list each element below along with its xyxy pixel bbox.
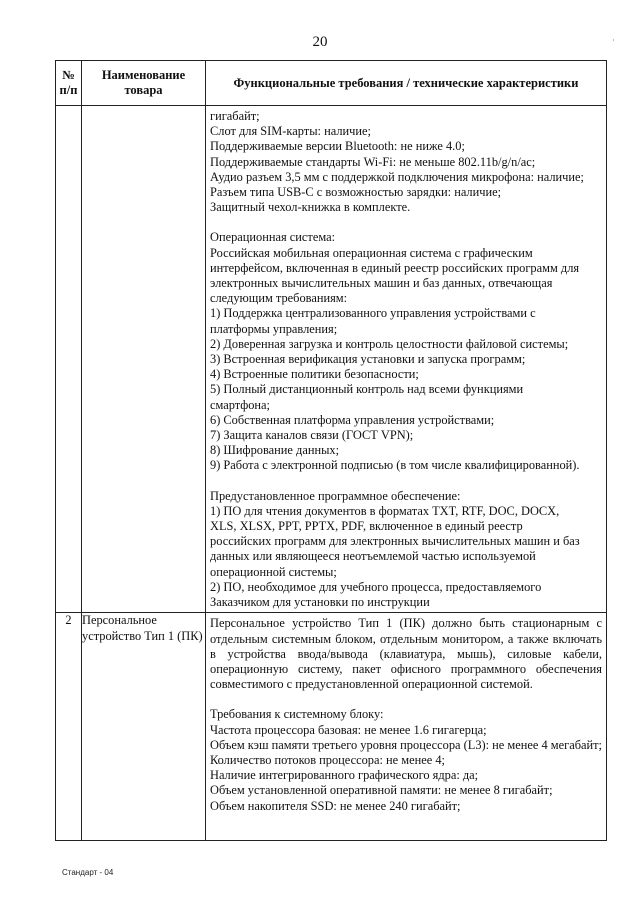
row-name xyxy=(82,106,206,613)
table-header-row xyxy=(56,61,607,106)
spec-line: гигабайт; xyxy=(210,109,260,123)
spec-line: 3) Встроенная верификация установки и запуска программ; xyxy=(210,352,526,367)
spec-line: Частота процессора базовая: не менее 1.6 гигагерца; xyxy=(210,722,487,737)
spec-line: 1) Поддержка централизованного управления устройствами с xyxy=(210,306,536,321)
spec-line: 7) Защита каналов связи (ГОСТ VPN); xyxy=(210,428,414,443)
spec-line: 2) Доверенная загрузка и контроль целостности файловой системы; xyxy=(210,336,569,351)
spec-line: 8) Шифрование данных; xyxy=(210,443,340,458)
row-spec-text xyxy=(206,613,606,815)
spec-line: 6) Собственная платформа управления устройствами; xyxy=(210,412,495,427)
spec-line: данных или являющееся неотъемлемой частью используемой xyxy=(210,549,536,564)
spec-line: Объем накопителя SSD: не менее 240 гигабайт; xyxy=(210,798,461,813)
spec-line: следующим требованиям: xyxy=(210,291,348,306)
footer-label: Стандарт - 04 xyxy=(62,868,114,877)
table-row xyxy=(56,613,607,841)
spec-line: Слот для SIM-карты: наличие; xyxy=(210,124,371,139)
spec-line: Предустановленное программное обеспечение: xyxy=(210,488,461,503)
spec-line: электронных вычислительных машин и баз данных, отвечающая xyxy=(210,276,553,291)
spec-line: операционной системы; xyxy=(210,564,337,579)
spec-line: платформы управления; xyxy=(210,321,338,336)
spec-line: XLS, XLSX, PPT, PPTX, PDF, включенное в единый реестр xyxy=(210,519,523,534)
spec-line: 9) Работа с электронной подписью (в том числе квалифицированной). xyxy=(210,458,580,473)
spec-line: интерфейсом, включенная в единый реестр российских программ для xyxy=(210,260,580,275)
spec-line: 2) ПО, необходимое для учебного процесса, предоставляемого xyxy=(210,579,542,594)
row-name: Персональное устройство Тип 1 (ПК) xyxy=(82,613,206,841)
spec-line: Объем кэш памяти третьего уровня процессора (L3): не менее 4 мегабайт; xyxy=(210,737,602,752)
spec-line: Защитный чехол-книжка в комплекте. xyxy=(210,200,411,215)
spec-line: смартфона; xyxy=(210,397,270,412)
row-number xyxy=(56,106,82,613)
header-num: № п/п xyxy=(56,61,82,106)
spec-line: Операционная система: xyxy=(210,230,336,245)
spec-line: Заказчиком для установки по инструкции xyxy=(210,595,430,610)
header-name: Наименование товара xyxy=(82,61,206,106)
spec-line: Требования к системному блоку: xyxy=(210,707,384,722)
header-spec: Функциональные требования / технические характеристики xyxy=(206,61,607,106)
spec-line: Количество потоков процессора: не менее 4; xyxy=(210,752,445,767)
spec-line: Объем установленной оперативной памяти: не менее 8 гигабайт; xyxy=(210,783,553,798)
row-spec xyxy=(206,613,607,841)
spec-line: 4) Встроенные политики безопасности; xyxy=(210,367,419,382)
specification-table xyxy=(55,60,607,841)
row-spec xyxy=(206,106,607,613)
spec-line: Поддерживаемые стандарты Wi-Fi: не меньше 802.11b/g/n/ac; xyxy=(210,154,536,169)
scan-dot: · xyxy=(612,36,615,45)
row-spec-text xyxy=(206,106,606,612)
spec-line: российских программ для электронных вычислительных машин и баз xyxy=(210,534,580,549)
row-number: 2 xyxy=(56,613,82,841)
table-row xyxy=(56,106,607,613)
spec-line: Разъем типа USB-C с возможностью зарядки: наличие; xyxy=(210,185,502,200)
spec-line: Российская мобильная операционная система с графическим xyxy=(210,245,533,260)
spec-line: Наличие интегрированного графического ядра: да; xyxy=(210,768,479,783)
spec-intro: Персональное устройство Тип 1 (ПК) должно быть стационарным с отдельным системным блоком, отдельным монитором, а также включать в устройства ввода/вывода (клавиатура, мышь), силовые кабели, операционную систему, пакет офисного программного обеспечения совместимого с предустановленной операционной системой. xyxy=(210,616,602,692)
spec-line: 1) ПО для чтения документов в форматах TXT, RTF, DOC, DOCX, xyxy=(210,503,560,518)
spec-line: Аудио разъем 3,5 мм с поддержкой подключения микрофона: наличие; xyxy=(210,169,584,184)
spec-line: 5) Полный дистанционный контроль над всеми функциями xyxy=(210,382,524,397)
spec-line: Поддерживаемые версии Bluetooth: не ниже 4.0; xyxy=(210,139,465,154)
page-number: 20 xyxy=(312,34,328,50)
